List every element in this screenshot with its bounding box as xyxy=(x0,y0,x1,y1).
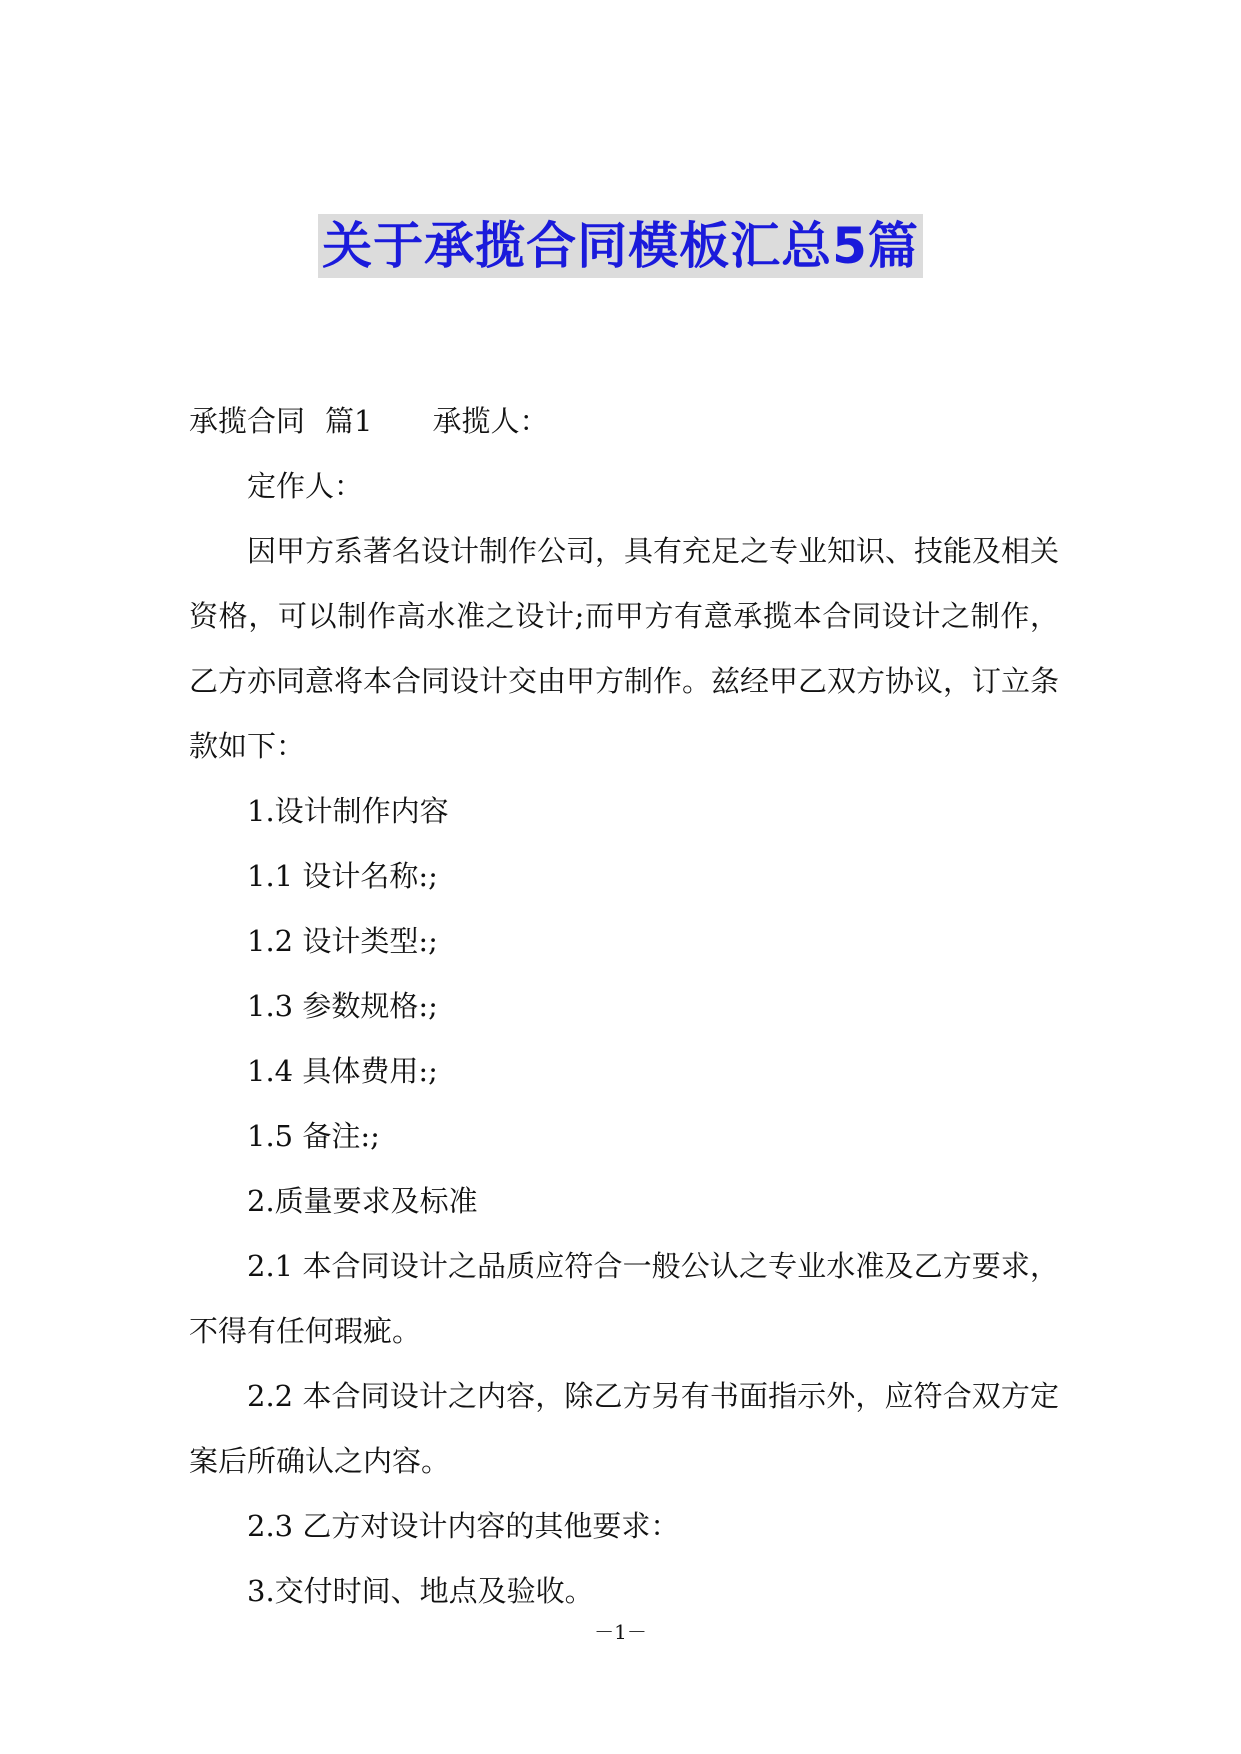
clause: 2.3 乙方对设计内容的其他要求： xyxy=(247,1509,680,1543)
contractor-label: 承揽人： xyxy=(432,404,549,438)
heading-line xyxy=(189,389,1059,454)
clause: 1.1 设计名称:; xyxy=(247,859,438,893)
title-container xyxy=(0,214,1241,278)
section-heading: 1.设计制作内容 xyxy=(247,794,449,828)
clause: 1.3 参数规格:; xyxy=(247,989,438,1023)
clause: 1.5 备注:; xyxy=(247,1119,380,1153)
paragraph: 因甲方系著名设计制作公司，具有充足之专业知识、技能及相关资格，可以制作高水准之设计;而甲方有意承揽本合同设计之制作，乙方亦同意将本合同设计交由甲方制作。兹经甲乙双方协议，订立条款如下： xyxy=(189,534,1060,763)
doc-name: 承揽合同 xyxy=(189,404,306,438)
clause: 2.1 本合同设计之品质应符合一般公认之专业水准及乙方要求，不得有任何瑕疵。 xyxy=(189,1249,1059,1348)
document-title: 关于承揽合同模板汇总5篇 xyxy=(318,214,923,278)
paragraph: 定作人： xyxy=(247,469,364,503)
page-number: －1－ xyxy=(594,1620,647,1644)
clause: 1.4 具体费用:; xyxy=(247,1054,438,1088)
clause: 2.2 本合同设计之内容，除乙方另有书面指示外，应符合双方定案后所确认之内容。 xyxy=(189,1379,1059,1478)
part-label: 篇1 xyxy=(325,404,373,438)
section-heading: 3.交付时间、地点及验收。 xyxy=(247,1574,594,1608)
clause: 1.2 设计类型:; xyxy=(247,924,438,958)
section-heading: 2.质量要求及标准 xyxy=(247,1184,478,1218)
document-body xyxy=(189,389,1059,1624)
